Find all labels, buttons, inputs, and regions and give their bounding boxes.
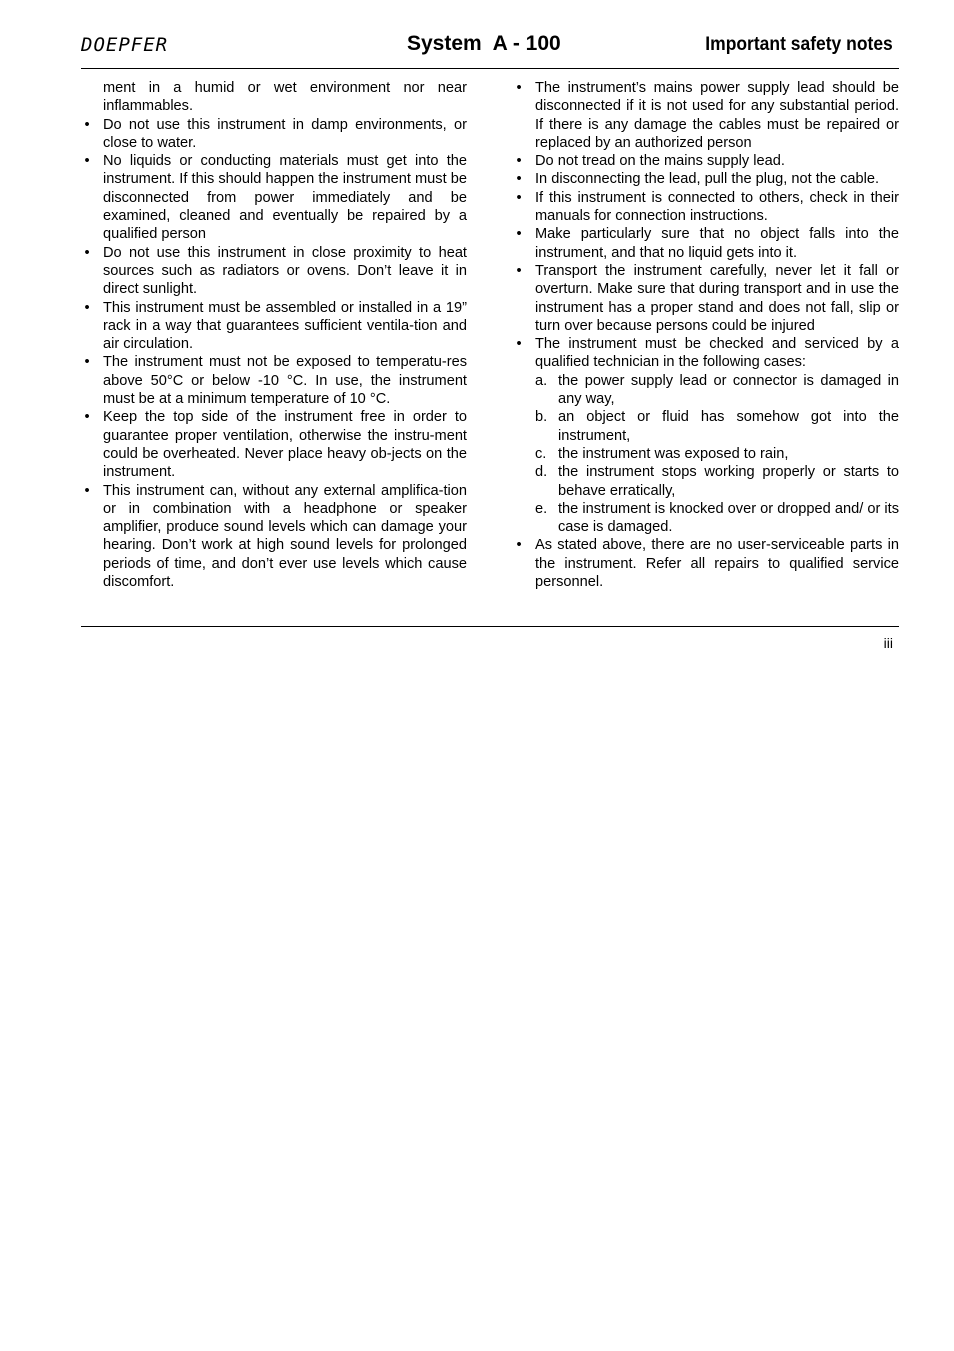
case-text: the instrument was exposed to rain, [558,445,789,462]
bullet-icon: • [516,336,522,353]
list-item [81,408,467,481]
case-letter: e. [535,500,548,517]
list-item-text: Make particularly sure that no object falls into the instrument, and that no liquid gets into it. [535,226,899,261]
service-cases-list [535,372,899,537]
case-item [535,372,899,409]
list-item [513,79,899,152]
list-item-text: Do not use this instrument in close proximity to heat sources such as radiators or ovens. Don’t leave it in direct sunlight. [103,244,467,298]
case-letter: c. [535,445,547,462]
list-item [81,299,467,354]
list-item-text: Do not use this instrument in damp environments, or close to water. [103,116,467,151]
bullet-icon: • [516,80,522,96]
list-item [513,189,899,226]
service-list-item [513,335,899,536]
case-text: the power supply lead or connector is damaged in any way, [558,372,899,408]
list-item [81,116,467,153]
case-item [535,445,899,463]
bullet-icon: • [84,153,90,170]
case-text: the instrument stops working properly or starts to behave erratically, [558,464,899,499]
list-item-text: As stated above, there are no user-serviceable parts in the instrument. Refer all repairs to qualified service personnel. [535,537,899,591]
list-item-text: Transport the instrument carefully, never let it fall or overturn. Make sure that during transport and in use the instrument has a proper stand and does not fall, slip or turn over because persons could be injured [535,262,899,334]
list-item [81,353,467,408]
list-item [513,225,899,262]
case-text: the instrument is knocked over or dropped and/ or its case is damaged. [558,500,899,536]
case-letter: a. [535,372,548,389]
bullet-icon: • [84,482,90,499]
case-letter: d. [535,464,548,481]
system-title: System A - 100 [407,32,561,55]
list-item-text: Do not tread on the mains supply lead. [535,153,785,170]
list-item-text: This instrument must be assembled or installed in a 19” rack in a way that guarantees sufficient ventila-tion and air circulation. [103,299,467,353]
section-title: Important safety notes [705,34,893,55]
list-item [513,536,899,591]
list-item-text: If this instrument is connected to others, check in their manuals for connection instructions. [535,189,899,225]
bullet-icon: • [516,537,522,554]
list-item [81,482,467,592]
bullet-icon: • [516,262,522,279]
list-item [513,170,899,188]
case-item [535,463,899,500]
page-number: iii [883,635,893,651]
list-item [513,152,899,170]
bullet-icon: • [84,299,90,316]
list-item-text: The instrument must not be exposed to temperatu-res above 50°C or below -10 °C. In use, the instrument must be at a minimum temperature of 10 °C. [103,354,467,408]
service-intro-text: The instrument must be checked and serviced by a qualified technician in the following cases: [535,336,899,371]
bullet-icon: • [84,116,90,133]
doepfer-logo: DOEPFER [81,34,169,56]
bullet-icon: • [84,409,90,426]
bullet-icon: • [84,244,90,261]
case-letter: b. [535,409,548,426]
right-bullet-list [513,79,899,591]
bullet-icon: • [516,226,522,243]
list-item [81,244,467,299]
bullet-icon: • [516,153,522,170]
footer-divider [81,626,899,627]
case-text: an object or fluid has somehow got into the instrument, [558,409,899,444]
list-item-text: In disconnecting the lead, pull the plug, not the cable. [535,171,880,188]
list-item-text: This instrument can, without any external amplifica-tion or in combination with a headphone or speaker amplifier, produce sound levels which can damage your hearing. Don’t work at high sound levels for prolonged periods of time, and don’t ever use levels which cause discomfort. [103,482,467,591]
list-item-text: The instrument’s mains power supply lead should be disconnected if it is not used for any substantial period. If there is any damage the cables must be repaired or replaced by an authorized person [535,80,899,151]
bullet-icon: • [516,189,522,206]
case-item [535,408,899,445]
list-item-text: No liquids or conducting materials must get into the instrument. If this should happen the instrument must be disconnected from power immediately and be examined, cleaned and eventually be repaired by a qualified person [103,153,467,243]
page-header [81,30,899,60]
case-item [535,500,899,537]
bullet-icon: • [516,171,522,188]
list-item [513,262,899,335]
header-divider [81,68,899,69]
list-item-text: Keep the top side of the instrument free in order to guarantee proper ventilation, otherwise the instru-ment could be overheated. Never place heavy ob-jects on the instrument. [103,409,467,481]
left-column [81,79,467,591]
continuation-text: ment in a humid or wet environment nor near inflammables. [103,80,467,115]
bullet-icon: • [84,354,90,371]
list-item [81,152,467,243]
right-column [513,79,899,591]
left-bullet-list [81,116,467,592]
